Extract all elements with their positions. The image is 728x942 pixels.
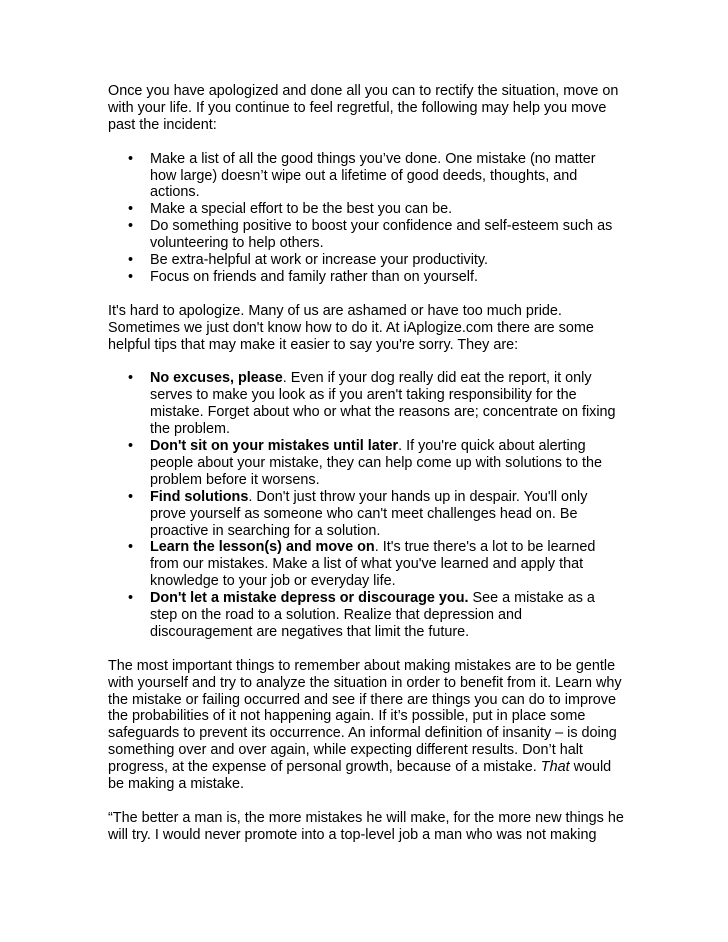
list-item: • Do something positive to boost your confidence and self-esteem such as volunteering to help others.: [128, 218, 613, 252]
recovery-tips-list: [108, 151, 624, 286]
list-item: • Don't sit on your mistakes until later. If you're quick about alerting people about your mistake, they can help come up with solutions to the problem before it worsens.: [128, 437, 602, 488]
bullet-icon: •: [128, 268, 134, 285]
apology-paragraph: It's hard to apologize. Many of us are ashamed or have too much pride. Sometimes we just don't know how to do it. At iAplogize.com there are some helpful tips that may make it easier to say you're sorry. They are:: [108, 302, 594, 353]
bullet-icon: •: [128, 218, 134, 235]
tip-heading: Don't let a mistake depress or discourage you.: [150, 590, 469, 607]
tip-heading: No excuses, please: [150, 370, 283, 387]
intro-paragraph: Once you have apologized and done all you can to rectify the situation, move on with your life. If you continue to feel regretful, the following may help you move past the incident:: [108, 83, 619, 133]
list-item: • Don't let a mistake depress or discourage you. See a mistake as a step on the road to a solution. Realize that depression and discouragement are negatives that limit the future.: [128, 590, 595, 640]
apology-tips-list: [108, 370, 624, 641]
emphasis-text: That: [540, 759, 570, 776]
list-item: • Make a special effort to be the best you can be.: [128, 201, 453, 218]
bullet-icon: •: [128, 201, 134, 218]
quote-paragraph: “The better a man is, the more mistakes he will make, for the more new things he will try. I would never promote into a top-level job a man who was not making: [108, 809, 624, 843]
bullet-icon: •: [128, 252, 134, 269]
bullet-icon: •: [128, 590, 134, 607]
tip-heading: Learn the lesson(s) and move on: [150, 539, 375, 556]
tip-heading: Don't sit on your mistakes until later: [150, 437, 399, 454]
list-item: • Make a list of all the good things you’ve done. One mistake (no matter how large) doesn’t wipe out a lifetime of good deeds, thoughts, and actions.: [128, 150, 596, 201]
bullet-icon: •: [128, 370, 134, 387]
summary-paragraph: The most important things to remember about making mistakes are to be gentle with yourself and try to analyze the situation in order to benefit from it. Learn why the mistake or failing occurred and see if there are things you can do to improve the probabilities of it not happening again. If it’s possible, put in place some safeguards to prevent its occurrence. An informal definition of insanity – is doing something over and over again, while expecting different results. Don’t halt progress, at the expense of personal growth, because of a mistake. That would be making a mistake.: [108, 657, 622, 793]
document-page: [108, 83, 624, 861]
bullet-icon: •: [128, 539, 134, 556]
bullet-icon: •: [128, 150, 134, 167]
list-item: • Be extra-helpful at work or increase your productivity.: [128, 252, 489, 269]
list-item: • Find solutions. Don't just throw your hands up in despair. You'll only prove yourself as someone who can't meet challenges head on. Be proactive in searching for a solution.: [128, 488, 588, 539]
list-item: • Learn the lesson(s) and move on. It's true there's a lot to be learned from our mistakes. Make a list of what you've learned and apply that knowledge to your job or everyday life.: [128, 539, 596, 590]
list-item: • Focus on friends and family rather than on yourself.: [128, 268, 478, 285]
bullet-icon: •: [128, 488, 134, 505]
bullet-icon: •: [128, 437, 134, 454]
tip-heading: Find solutions: [150, 488, 249, 505]
list-item: • No excuses, please. Even if your dog really did eat the report, it only serves to make you look as if you aren't taking responsibility for the mistake. Forget about who or what the reasons are; concentrate on fixing the problem.: [128, 370, 616, 438]
